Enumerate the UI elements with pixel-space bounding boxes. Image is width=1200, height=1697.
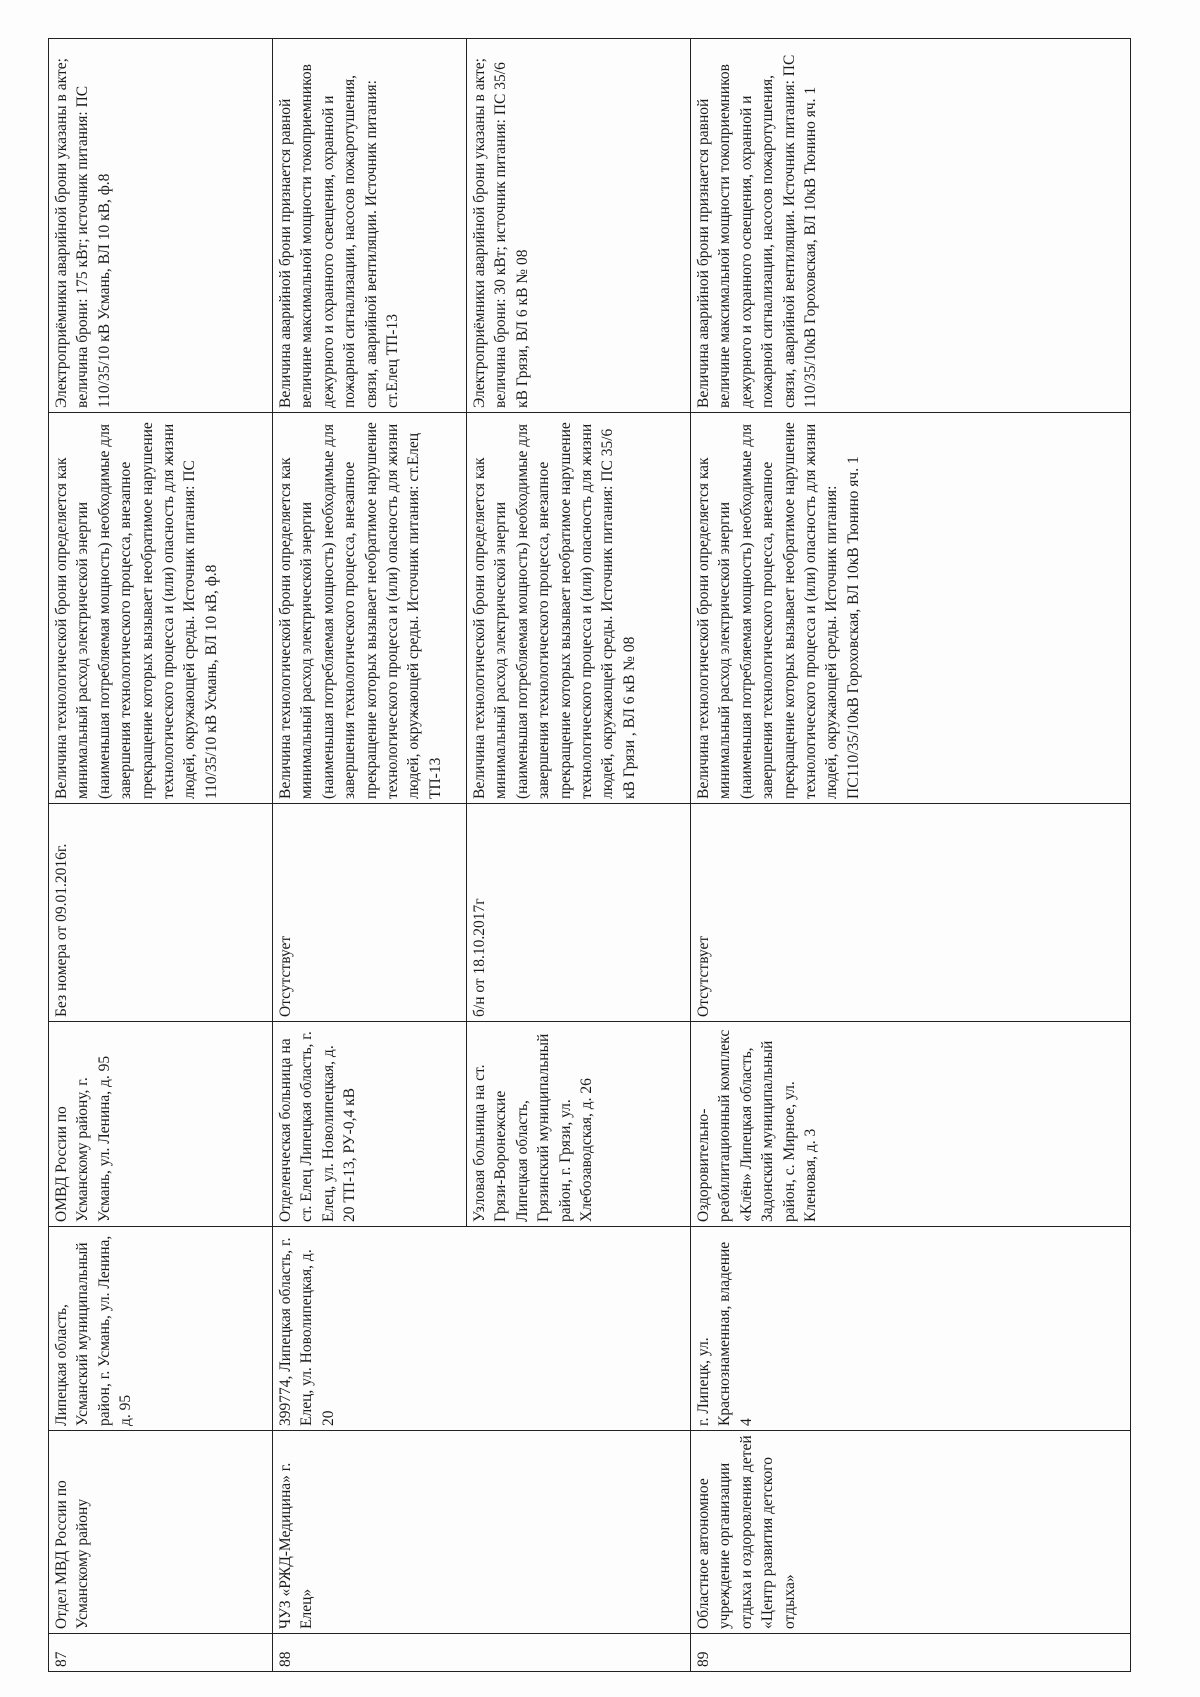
emergency-reserve: Величина аварийной брони признается равной величине максимальной мощности токоприемников дежурного и охранного освещения, охранной и пожарной сигнализации, насосов пожаротушения, связи, аварийной вентиляции. Источник питания: ст.Елец ТП-13: [273, 39, 467, 413]
object-name-address: Оздоровительно-реабилитационный комплекс «Клён» Липецкая область, Задонский муниципальный район, с. Мирное, ул. Кленовая, д. 3: [691, 1022, 1131, 1227]
power-reserve-table: [48, 38, 1131, 1672]
row-number: 88: [273, 1634, 691, 1672]
table-row: [273, 39, 467, 1672]
table-row: [691, 39, 1131, 1672]
object-name-address: ОМВД России по Усманскому району, г. Усмань, ул. Ленина, д. 95: [49, 1022, 273, 1227]
organization-address: г. Липецк, ул. Краснознаменная, владение 4: [691, 1227, 1131, 1431]
organization-name: Областное автономное учреждение организации отдыха и оздоровления детей «Центр развития детского отдыха»: [691, 1431, 1131, 1634]
object-name-address: Узловая больница на ст. Грязи-Воронежские Липецкая область, Грязинский муниципальный район, г. Грязи, ул. Хлебозаводская, д. 26: [467, 1022, 691, 1227]
object-name-address: Отделенческая больница на ст. Елец Липецкая область, г. Елец, ул. Новолипецкая, д. 20 ТП-13, РУ-0,4 кВ: [273, 1022, 467, 1227]
table-row: [49, 39, 273, 1672]
technological-reserve: Величина технологической брони определяется как минимальный расход электрической энергии (наименьшая потребляемая мощность) необходимые для завершения технологического процесса, внезапное прекращение которых вызывает необратимое нарушение технологического процесса и (или) опасность для жизни людей, окружающей среды. Источник питания: ПС 35/6 кВ Грязи , ВЛ 6 кВ № 08: [467, 413, 691, 804]
emergency-reserve: Электроприёмники аварийной брони указаны в акте; величина брони: 175 кВт; источник питания: ПС 110/35/10 кВ Усмань, ВЛ 10 кВ, ф.8: [49, 39, 273, 413]
organization-address: 399774, Липецкая область, г. Елец, ул. Новолипецкая, д. 20: [273, 1227, 691, 1431]
rotated-table-container: [48, 39, 1130, 1672]
technological-reserve: Величина технологической брони определяется как минимальный расход электрической энергии (наименьшая потребляемая мощность) необходимые для завершения технологического процесса, внезапное прекращение которых вызывает необратимое нарушение технологического процесса и (или) опасность для жизни людей, окружающей среды. Источник питания: ПС110/35/10кВ Гороховская, ВЛ 10кВ Тюнино яч. 1: [691, 413, 1131, 804]
emergency-reserve: Электроприёмники аварийной брони указаны в акте; величина брони: 30 кВт; источник питания: ПС 35/6 кВ Грязи, ВЛ 6 кВ № 08: [467, 39, 691, 413]
organization-name: ЧУЗ «РЖД-Медицина» г. Елец»: [273, 1431, 691, 1634]
technological-reserve: Величина технологической брони определяется как минимальный расход электрической энергии (наименьшая потребляемая мощность) необходимые для завершения технологического процесса, внезапное прекращение которых вызывает необратимое нарушение технологического процесса и (или) опасность для жизни людей, окружающей среды. Источник питания: ПС 110/35/10 кВ Усмань, ВЛ 10 кВ, ф.8: [49, 413, 273, 804]
organization-address: Липецкая область, Усманский муниципальный район, г. Усмань, ул. Ленина, д. 95: [49, 1227, 273, 1431]
emergency-reserve: Величина аварийной брони признается равной величине максимальной мощности токоприемников дежурного и охранного освещения, охранной и пожарной сигнализации, насосов пожаротушения, связи, аварийной вентиляции. Источник питания: ПС 110/35/10кВ Гороховская, ВЛ 10кВ Тюнино яч. 1: [691, 39, 1131, 413]
act-reference: Отсутствует: [691, 804, 1131, 1022]
row-number: 87: [49, 1634, 273, 1672]
technological-reserve: Величина технологической брони определяется как минимальный расход электрической энергии (наименьшая потребляемая мощность) необходимые для завершения технологического процесса, внезапное прекращение которых вызывает необратимое нарушение технологического процесса и (или) опасность для жизни людей, окружающей среды. Источник питания: ст.Елец ТП-13: [273, 413, 467, 804]
organization-name: Отдел МВД России по Усманскому району: [49, 1431, 273, 1634]
act-reference: Отсутствует: [273, 804, 467, 1022]
act-reference: б/н от 18.10.2017г: [467, 804, 691, 1022]
row-number: 89: [691, 1634, 1131, 1672]
act-reference: Без номера от 09.01.2016г.: [49, 804, 273, 1022]
